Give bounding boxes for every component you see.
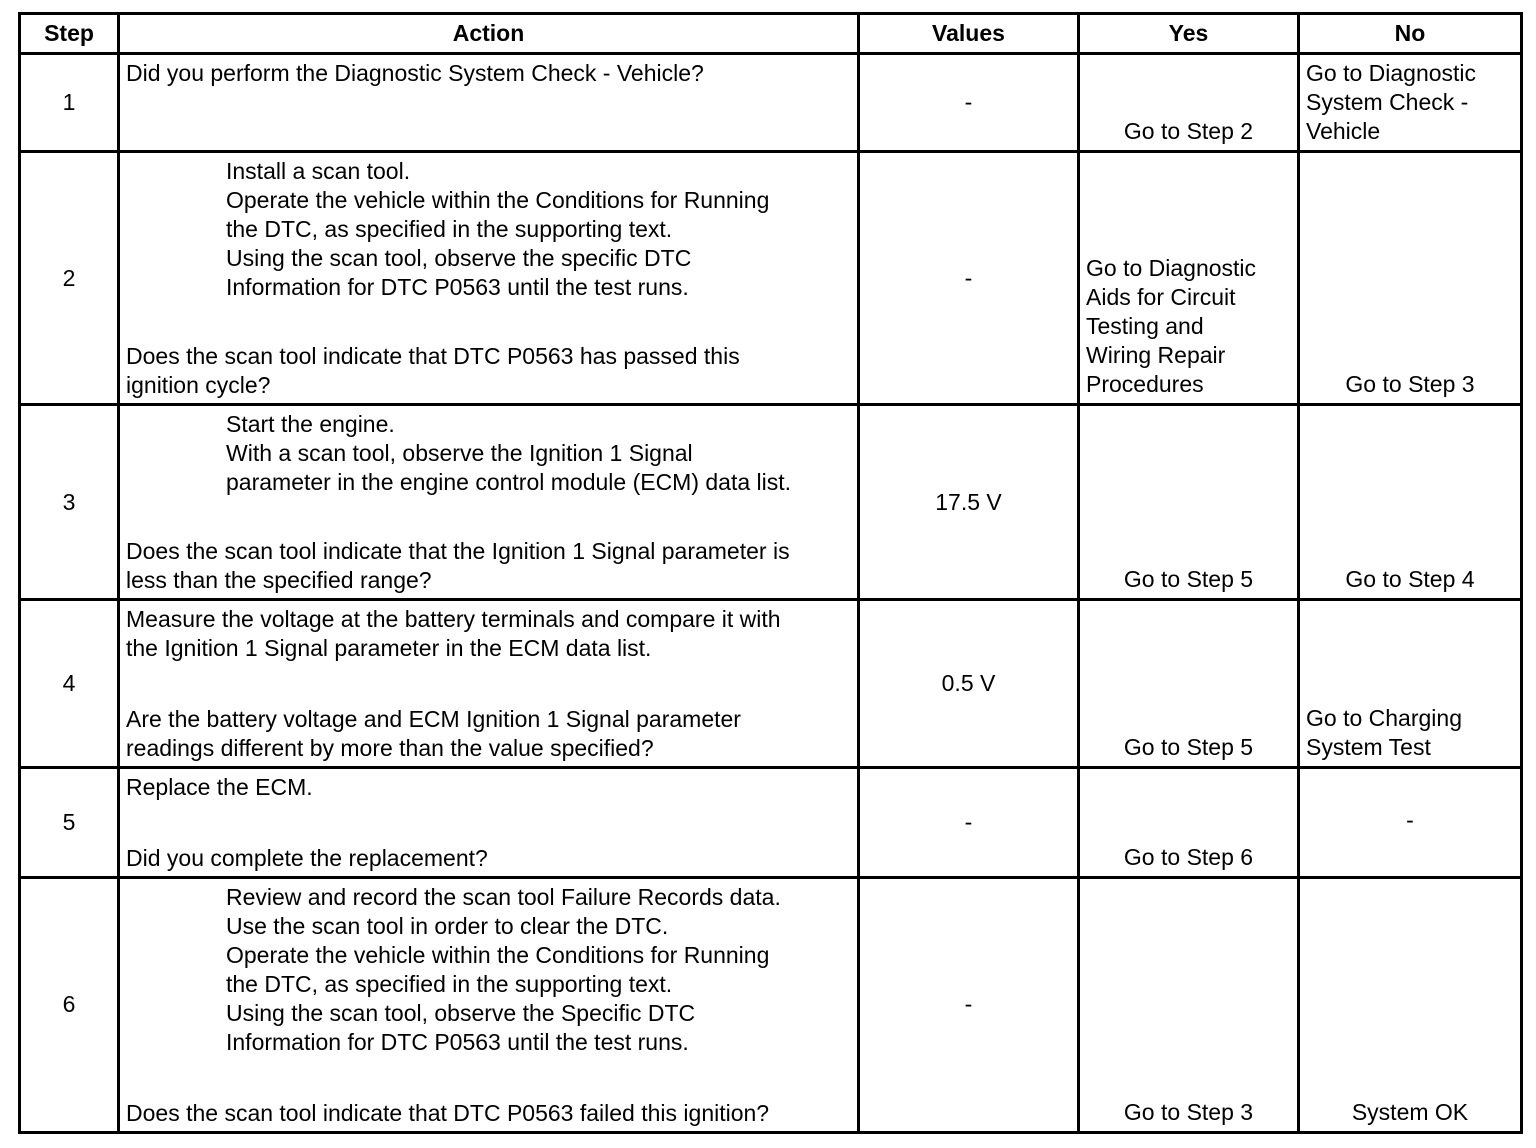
question-line: ignition cycle? [126,372,271,399]
intro-line: the Ignition 1 Signal parameter in the ECM data list. [126,635,652,662]
question-line: readings different by more than the value specified? [126,734,654,761]
yes-line: Go to Diagnostic [1086,255,1257,282]
yes-line: Go to Step 5 [1123,566,1254,593]
question-line: Are the battery voltage and ECM Ignition 1 Signal parameter [126,705,741,732]
action-bullets [126,157,851,302]
no-line: Vehicle [1306,118,1381,144]
action-question [126,844,851,873]
yes-line: Go to Step 6 [1123,843,1254,870]
yes-cell [1079,405,1299,600]
question-line: Did you complete the replacement? [126,844,488,871]
diagnostic-table-document [18,12,1520,1134]
action-cell [119,54,859,152]
step-cell: 5 [20,767,119,877]
bullet-line: Information for DTC P0563 until the test runs. [226,274,689,301]
bullet-line: Operate the vehicle within the Conditions for Running [226,187,770,214]
yes-line: Wiring Repair [1086,342,1226,369]
action-question [126,342,851,400]
bullet-line: With a scan tool, observe the Ignition 1 Signal [226,440,693,467]
bullet-line: Information for DTC P0563 until the test runs. [226,1028,689,1055]
value-cell: - [859,877,1079,1132]
header-action: Action [119,14,859,54]
action-cell [119,877,859,1132]
action-question [126,1099,851,1128]
bullet-line: Use the scan tool in order to clear the DTC. [226,912,669,939]
no-cell [1299,877,1522,1132]
intro-line: Replace the ECM. [126,773,313,800]
bullet-line: the DTC, as specified in the supporting text. [226,970,673,997]
header-row [20,14,1522,54]
bullet-line: parameter in the engine control module (ECM) data list. [226,469,792,496]
no-line: Go to Step 3 [1345,371,1475,398]
value-cell: 0.5 V [859,600,1079,767]
bullet-line: Using the scan tool, observe the Specific DTC [226,999,696,1026]
value-cell: - [859,767,1079,877]
question-line: Does the scan tool indicate that the Ignition 1 Signal parameter is [126,538,790,565]
step-cell: 2 [20,152,119,405]
yes-cell [1079,54,1299,152]
header-no: No [1299,14,1522,54]
action-question [126,705,851,763]
no-cell [1299,405,1522,600]
no-line: Go to Charging [1306,704,1462,731]
question-line: less than the specified range? [126,567,432,594]
question-line: Does the scan tool indicate that DTC P0563 has passed this [126,343,740,370]
table-row [20,600,1522,767]
intro-line: Measure the voltage at the battery terminals and compare it with [126,606,781,633]
no-line: System Check - [1306,89,1469,115]
action-intro [126,773,851,802]
yes-line: Go to Step 5 [1123,733,1254,760]
action-bullets [126,883,851,1057]
value-cell: - [859,152,1079,405]
action-cell [119,767,859,877]
yes-cell [1079,152,1299,405]
no-cell [1299,767,1522,877]
yes-cell [1079,767,1299,877]
action-question [126,537,851,595]
bullet-line: the DTC, as specified in the supporting text. [226,216,673,243]
yes-line: Go to Step 3 [1123,1099,1254,1125]
value-cell: - [859,54,1079,152]
no-cell [1299,54,1522,152]
bullet-line: Start the engine. [226,411,395,438]
action-cell [119,600,859,767]
value-cell: 17.5 V [859,405,1079,600]
diagnostic-table [18,12,1523,1134]
no-cell [1299,152,1522,405]
header-step: Step [20,14,119,54]
no-line: - [1406,806,1414,833]
bullet-line: Operate the vehicle within the Conditions for Running [226,941,770,968]
no-line: Go to Step 4 [1345,566,1475,593]
bullet-line: Using the scan tool, observe the specific DTC [226,245,692,272]
bullet-line: Review and record the scan tool Failure Records data. [226,883,781,910]
table-row [20,767,1522,877]
header-values: Values [859,14,1079,54]
action-question: Did you perform the Diagnostic System Check - Vehicle? [126,60,704,86]
no-line: Go to Diagnostic [1306,60,1477,86]
yes-line: Go to Step 2 [1123,118,1254,145]
no-cell [1299,600,1522,767]
yes-cell [1079,600,1299,767]
table-row [20,405,1522,600]
question-line: Does the scan tool indicate that DTC P0563 failed this ignition? [126,1100,770,1126]
table-row [20,54,1522,152]
action-cell [119,405,859,600]
action-intro [126,605,851,663]
yes-line: Testing and [1086,313,1204,340]
header-yes: Yes [1079,14,1299,54]
table-row [20,152,1522,405]
yes-cell [1079,877,1299,1132]
yes-line: Aids for Circuit [1086,284,1236,311]
step-cell: 3 [20,405,119,600]
step-cell: 6 [20,877,119,1132]
yes-line: Procedures [1086,371,1204,398]
table-row [20,877,1522,1132]
step-cell: 4 [20,600,119,767]
action-bullets [126,410,851,497]
no-line: System Test [1306,733,1431,760]
no-line: System OK [1351,1099,1469,1125]
action-cell [119,152,859,405]
step-cell: 1 [20,54,119,152]
bullet-line: Install a scan tool. [226,158,411,185]
